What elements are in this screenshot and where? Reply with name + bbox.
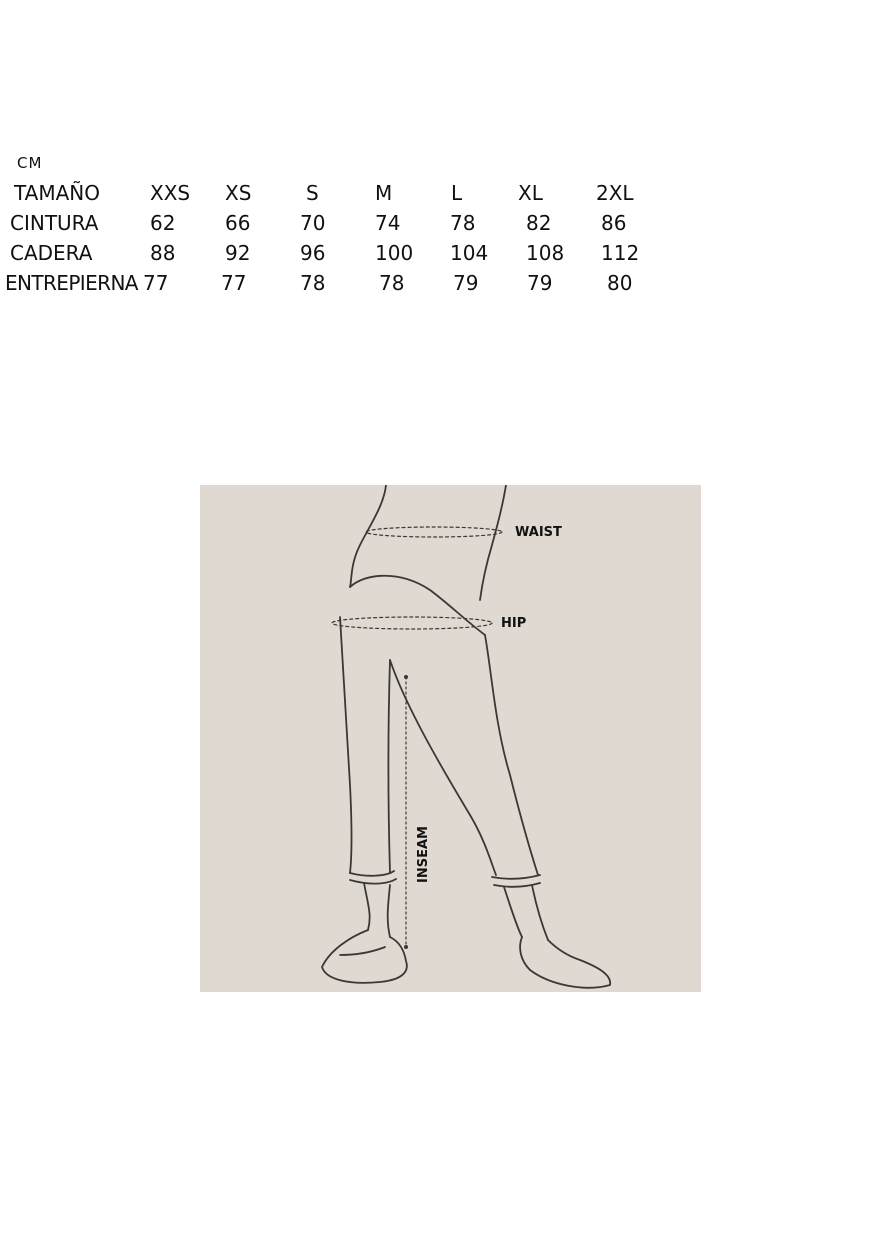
row-label-hip: CADERA <box>10 241 93 265</box>
row-label-waist: CINTURA <box>10 211 99 235</box>
size-cell: XS <box>225 181 252 205</box>
value-cell: 82 <box>526 211 552 235</box>
value-cell: 79 <box>453 271 479 295</box>
size-cell: S <box>306 181 319 205</box>
value-cell: 88 <box>150 241 176 265</box>
value-cell: 70 <box>300 211 326 235</box>
value-cell: 79 <box>527 271 553 295</box>
value-cell: 86 <box>601 211 627 235</box>
size-cell: XL <box>518 181 543 205</box>
size-cell: M <box>375 181 393 205</box>
size-cell: 2XL <box>596 181 634 205</box>
value-cell: 80 <box>607 271 633 295</box>
header-label: TAMAÑO <box>14 181 100 205</box>
row-label-inseam: ENTREPIERNA <box>5 271 138 295</box>
hip-label: HIP <box>501 616 527 631</box>
size-cell: L <box>451 181 463 205</box>
unit-label: CM <box>17 154 43 172</box>
value-cell: 92 <box>225 241 251 265</box>
size-cell: XXS <box>150 181 191 205</box>
inseam-label: INSEAM <box>416 826 431 883</box>
value-cell: 78 <box>300 271 326 295</box>
value-cell: 78 <box>450 211 476 235</box>
pants-sketch <box>200 485 701 992</box>
value-cell: 66 <box>225 211 251 235</box>
value-cell: 112 <box>601 241 640 265</box>
measurement-illustration <box>200 485 701 992</box>
value-cell: 100 <box>375 241 414 265</box>
value-cell: 77 <box>221 271 247 295</box>
value-cell: 108 <box>526 241 565 265</box>
value-cell: 78 <box>379 271 405 295</box>
value-cell: 77 <box>143 271 169 295</box>
waist-label: WAIST <box>515 525 562 540</box>
value-cell: 62 <box>150 211 176 235</box>
value-cell: 96 <box>300 241 326 265</box>
value-cell: 104 <box>450 241 489 265</box>
value-cell: 74 <box>375 211 401 235</box>
